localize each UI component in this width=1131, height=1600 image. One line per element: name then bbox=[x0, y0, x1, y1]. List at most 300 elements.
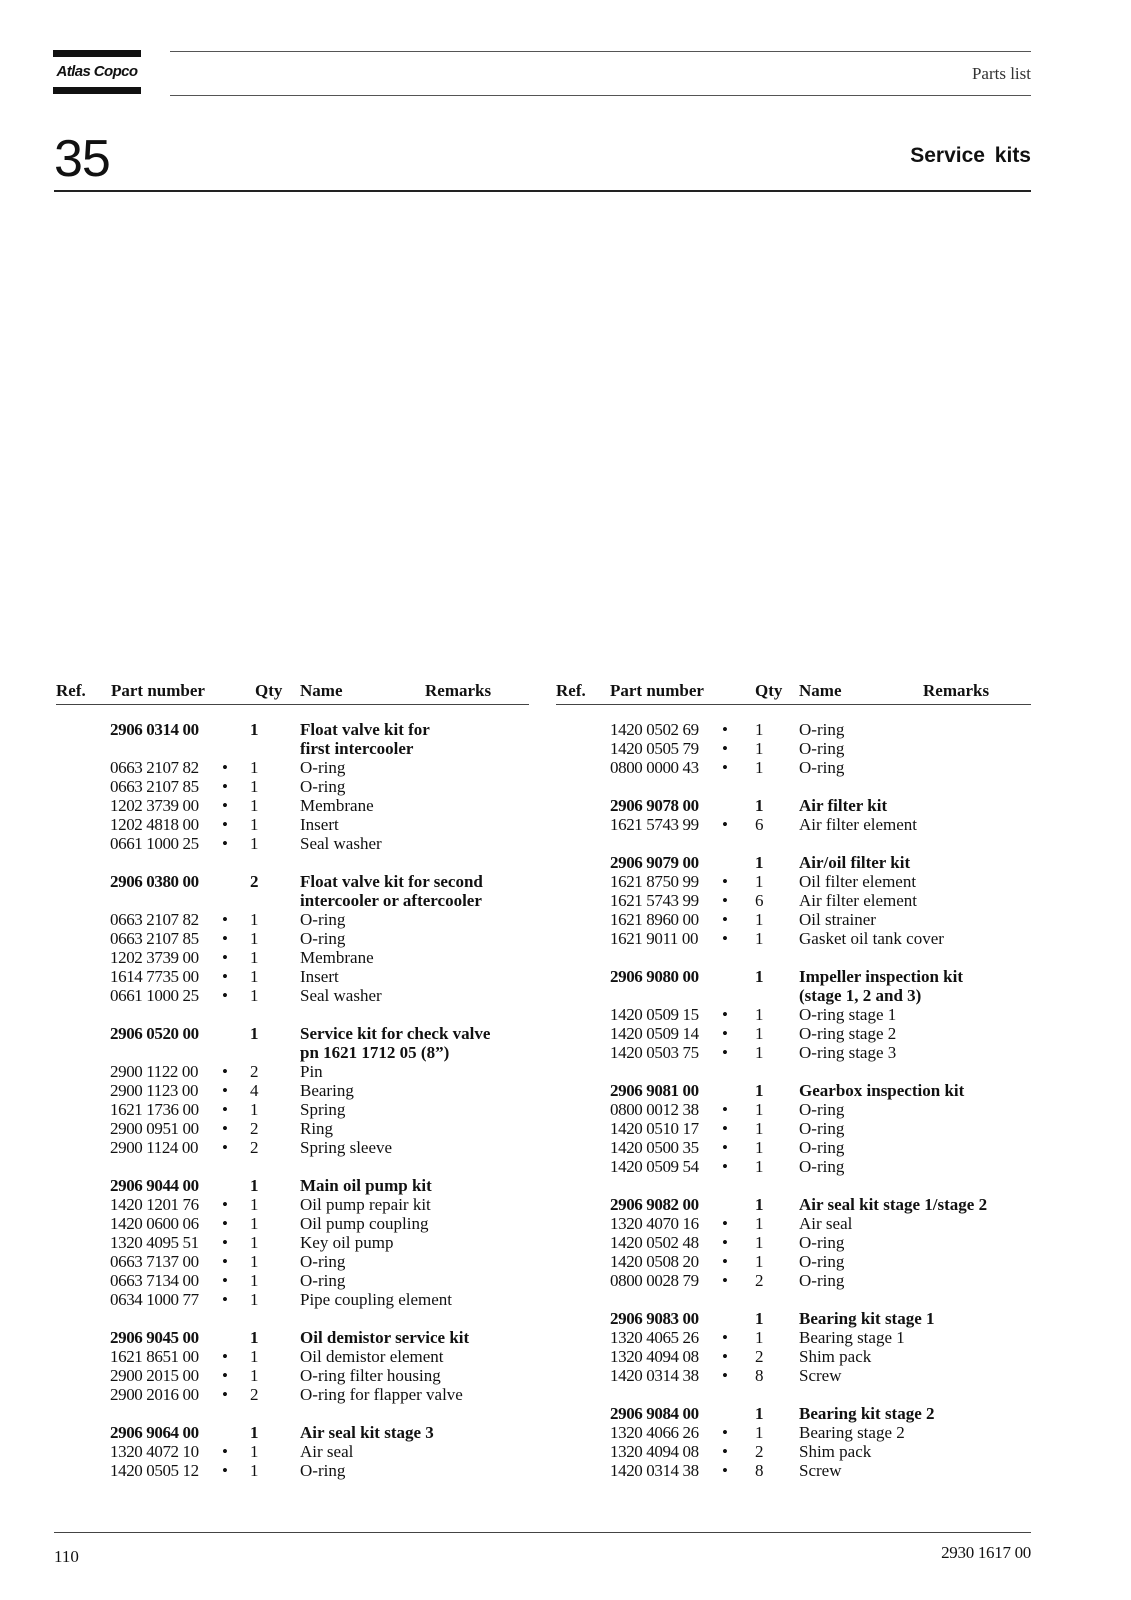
bullet: • bbox=[722, 891, 728, 910]
part-number: 1420 0502 48 bbox=[610, 1233, 699, 1252]
part-number: 1420 0505 79 bbox=[610, 739, 699, 758]
part-number: 2906 9084 00 bbox=[610, 1404, 699, 1423]
part-row bbox=[556, 872, 1031, 891]
atlas-copco-logo bbox=[53, 50, 141, 94]
rows-right bbox=[556, 720, 1031, 1480]
item-name: Air seal bbox=[300, 1442, 354, 1461]
qty: 1 bbox=[250, 834, 259, 853]
row-spacer bbox=[556, 834, 1031, 853]
part-row bbox=[556, 1043, 1031, 1062]
bullet: • bbox=[722, 1252, 728, 1271]
bullet: • bbox=[222, 948, 228, 967]
part-number: 1202 3739 00 bbox=[110, 796, 199, 815]
bullet: • bbox=[222, 758, 228, 777]
item-name: Air seal bbox=[799, 1214, 853, 1233]
bullet: • bbox=[222, 796, 228, 815]
part-row bbox=[556, 1328, 1031, 1347]
qty: 1 bbox=[250, 1271, 259, 1290]
part-number: 0800 0028 79 bbox=[610, 1271, 699, 1290]
qty: 1 bbox=[250, 777, 259, 796]
bullet: • bbox=[722, 739, 728, 758]
bullet: • bbox=[722, 815, 728, 834]
part-row bbox=[556, 910, 1031, 929]
bullet: • bbox=[722, 910, 728, 929]
part-row bbox=[56, 929, 530, 948]
item-name: Oil pump coupling bbox=[300, 1214, 429, 1233]
part-row bbox=[556, 720, 1031, 739]
bullet: • bbox=[222, 777, 228, 796]
qty: 1 bbox=[755, 929, 764, 948]
part-row bbox=[556, 1366, 1031, 1385]
qty: 1 bbox=[755, 720, 764, 739]
bullet: • bbox=[722, 1043, 728, 1062]
part-row bbox=[556, 1271, 1031, 1290]
item-name: Membrane bbox=[300, 796, 374, 815]
row-spacer bbox=[556, 777, 1031, 796]
part-row bbox=[556, 929, 1031, 948]
part-row bbox=[56, 1385, 530, 1404]
part-number: 1320 4066 26 bbox=[610, 1423, 699, 1442]
header-name: Name bbox=[799, 681, 842, 700]
bullet: • bbox=[722, 1366, 728, 1385]
part-row bbox=[56, 1100, 530, 1119]
kit-row bbox=[556, 967, 1031, 986]
part-number: 1420 0503 75 bbox=[610, 1043, 699, 1062]
bullet: • bbox=[722, 1423, 728, 1442]
bullet: • bbox=[722, 1442, 728, 1461]
row-spacer bbox=[556, 1176, 1031, 1195]
part-number: 2900 2015 00 bbox=[110, 1366, 199, 1385]
item-name: O-ring stage 2 bbox=[799, 1024, 897, 1043]
qty: 1 bbox=[755, 1024, 764, 1043]
part-number: 1420 0508 20 bbox=[610, 1252, 699, 1271]
part-row bbox=[56, 1461, 530, 1480]
bullet: • bbox=[222, 967, 228, 986]
header-qty: Qty bbox=[255, 681, 283, 700]
bullet: • bbox=[222, 1366, 228, 1385]
part-number: 1420 0505 12 bbox=[110, 1461, 199, 1480]
item-name: Air/oil filter kit bbox=[799, 853, 911, 872]
item-name: Bearing bbox=[300, 1081, 354, 1100]
part-number: 2906 9078 00 bbox=[610, 796, 699, 815]
header-rule-bottom bbox=[170, 95, 1031, 96]
part-number: 2900 1124 00 bbox=[110, 1138, 199, 1157]
kit-row bbox=[56, 872, 530, 891]
qty: 1 bbox=[755, 1119, 764, 1138]
qty: 1 bbox=[755, 758, 764, 777]
qty: 1 bbox=[755, 796, 764, 815]
bullet: • bbox=[222, 1347, 228, 1366]
kit-row bbox=[556, 1404, 1031, 1423]
qty: 1 bbox=[250, 1442, 259, 1461]
item-name: O-ring for flapper valve bbox=[300, 1385, 463, 1404]
item-name: O-ring bbox=[799, 720, 845, 739]
qty: 1 bbox=[250, 720, 259, 739]
kit-row bbox=[556, 1309, 1031, 1328]
qty: 1 bbox=[250, 986, 259, 1005]
kit-row bbox=[556, 853, 1031, 872]
part-number: 1621 8651 00 bbox=[110, 1347, 199, 1366]
part-number: 1420 0314 38 bbox=[610, 1366, 699, 1385]
bullet: • bbox=[722, 1024, 728, 1043]
part-number: 1202 4818 00 bbox=[110, 815, 199, 834]
item-name: Oil demistor element bbox=[300, 1347, 444, 1366]
kit-row bbox=[56, 720, 530, 739]
qty: 1 bbox=[755, 1043, 764, 1062]
item-name: O-ring filter housing bbox=[300, 1366, 441, 1385]
part-row bbox=[56, 815, 530, 834]
part-row bbox=[56, 1442, 530, 1461]
item-name: Screw bbox=[799, 1461, 842, 1480]
part-number: 1621 8960 00 bbox=[610, 910, 699, 929]
part-number: 1420 0510 17 bbox=[610, 1119, 699, 1138]
item-name: O-ring bbox=[799, 739, 845, 758]
part-row bbox=[556, 1423, 1031, 1442]
row-spacer bbox=[56, 1404, 530, 1423]
qty: 1 bbox=[250, 1195, 259, 1214]
kit-row bbox=[556, 1195, 1031, 1214]
bullet: • bbox=[722, 1271, 728, 1290]
item-name: Air filter element bbox=[799, 815, 918, 834]
part-number: 0661 1000 25 bbox=[110, 834, 199, 853]
qty: 1 bbox=[755, 1328, 764, 1347]
item-name: O-ring bbox=[300, 1271, 346, 1290]
title-rule bbox=[54, 190, 1031, 192]
document-number: 2930 1617 00 bbox=[941, 1543, 1031, 1562]
bullet: • bbox=[722, 872, 728, 891]
item-name: O-ring stage 1 bbox=[799, 1005, 897, 1024]
part-number: 1420 0500 35 bbox=[610, 1138, 699, 1157]
part-row bbox=[556, 891, 1031, 910]
qty: 8 bbox=[755, 1366, 764, 1385]
part-number: 1621 5743 99 bbox=[610, 815, 699, 834]
part-row bbox=[556, 1100, 1031, 1119]
part-number: 2906 0520 00 bbox=[110, 1024, 199, 1043]
bullet: • bbox=[222, 929, 228, 948]
qty: 1 bbox=[250, 910, 259, 929]
bullet: • bbox=[722, 1005, 728, 1024]
qty: 1 bbox=[250, 1423, 259, 1442]
bullet: • bbox=[222, 1100, 228, 1119]
row-spacer bbox=[556, 1385, 1031, 1404]
qty: 1 bbox=[250, 1024, 259, 1043]
part-number: 0800 0012 38 bbox=[610, 1100, 699, 1119]
item-name: O-ring bbox=[799, 758, 845, 777]
item-name: Spring bbox=[300, 1100, 346, 1119]
item-name: O-ring bbox=[300, 777, 346, 796]
part-number: 1420 0509 54 bbox=[610, 1157, 699, 1176]
part-number: 1621 1736 00 bbox=[110, 1100, 199, 1119]
part-number: 2906 9044 00 bbox=[110, 1176, 199, 1195]
qty: 1 bbox=[755, 1138, 764, 1157]
item-name: O-ring bbox=[799, 1233, 845, 1252]
kit-row bbox=[56, 1423, 530, 1442]
item-name: O-ring bbox=[799, 1119, 845, 1138]
qty: 1 bbox=[755, 1252, 764, 1271]
bullet: • bbox=[222, 1461, 228, 1480]
item-name: Shim pack bbox=[799, 1442, 872, 1461]
part-number: 2906 0314 00 bbox=[110, 720, 199, 739]
row-spacer bbox=[56, 1157, 530, 1176]
part-number: 1420 1201 76 bbox=[110, 1195, 199, 1214]
part-row bbox=[556, 1005, 1031, 1024]
part-number: 2900 1122 00 bbox=[110, 1062, 199, 1081]
part-number: 2906 9064 00 bbox=[110, 1423, 199, 1442]
qty: 1 bbox=[250, 796, 259, 815]
part-row bbox=[56, 1252, 530, 1271]
qty: 1 bbox=[755, 739, 764, 758]
qty: 1 bbox=[250, 967, 259, 986]
bullet: • bbox=[222, 1252, 228, 1271]
row-spacer bbox=[56, 1005, 530, 1024]
item-name: Bearing kit stage 1 bbox=[799, 1309, 935, 1328]
item-name: Screw bbox=[799, 1366, 842, 1385]
bullet: • bbox=[222, 1195, 228, 1214]
qty: 1 bbox=[755, 1081, 764, 1100]
part-number: 0634 1000 77 bbox=[110, 1290, 199, 1309]
kit-row bbox=[556, 796, 1031, 815]
page-number: 110 bbox=[54, 1547, 79, 1566]
item-name: Shim pack bbox=[799, 1347, 872, 1366]
bullet: • bbox=[222, 1062, 228, 1081]
bullet: • bbox=[222, 1081, 228, 1100]
row-spacer bbox=[556, 1290, 1031, 1309]
qty: 1 bbox=[250, 929, 259, 948]
bullet: • bbox=[222, 1442, 228, 1461]
qty: 1 bbox=[250, 1290, 259, 1309]
kit-row bbox=[56, 1328, 530, 1347]
row-spacer bbox=[556, 948, 1031, 967]
part-row bbox=[556, 1442, 1031, 1461]
qty: 2 bbox=[250, 1119, 259, 1138]
item-name: Pipe coupling element bbox=[300, 1290, 453, 1309]
item-name: Oil strainer bbox=[799, 910, 876, 929]
bullet: • bbox=[222, 834, 228, 853]
item-name: O-ring bbox=[300, 758, 346, 777]
row-spacer bbox=[556, 1062, 1031, 1081]
bullet: • bbox=[722, 1233, 728, 1252]
qty: 1 bbox=[755, 1195, 764, 1214]
header-name: Name bbox=[300, 681, 343, 700]
chapter-number: 35 bbox=[54, 130, 110, 188]
part-number: 1320 4065 26 bbox=[610, 1328, 699, 1347]
item-name: Impeller inspection kit bbox=[799, 967, 964, 986]
part-row bbox=[56, 1233, 530, 1252]
logo-bar-top bbox=[53, 50, 141, 57]
item-name: Bearing stage 2 bbox=[799, 1423, 905, 1442]
row-spacer bbox=[56, 1309, 530, 1328]
part-row bbox=[56, 1290, 530, 1309]
qty: 1 bbox=[755, 1404, 764, 1423]
item-name: Spring sleeve bbox=[300, 1138, 393, 1157]
qty: 1 bbox=[250, 815, 259, 834]
bullet: • bbox=[722, 1347, 728, 1366]
bullet: • bbox=[722, 720, 728, 739]
bullet: • bbox=[722, 1214, 728, 1233]
part-row bbox=[556, 1233, 1031, 1252]
kit-row bbox=[56, 891, 530, 910]
part-number: 0663 7137 00 bbox=[110, 1252, 199, 1271]
header-remarks: Remarks bbox=[425, 681, 492, 700]
item-name: O-ring bbox=[799, 1138, 845, 1157]
part-row bbox=[56, 1081, 530, 1100]
logo-text: Atlas Copco bbox=[56, 63, 138, 80]
qty: 1 bbox=[250, 1328, 259, 1347]
bullet: • bbox=[222, 1138, 228, 1157]
item-name: Insert bbox=[300, 815, 339, 834]
item-name: Service kit for check valve bbox=[300, 1024, 491, 1043]
item-name: O-ring bbox=[300, 910, 346, 929]
part-row bbox=[56, 777, 530, 796]
part-row bbox=[556, 739, 1031, 758]
qty: 2 bbox=[755, 1442, 764, 1461]
part-number: 0663 7134 00 bbox=[110, 1271, 199, 1290]
bullet: • bbox=[722, 1328, 728, 1347]
item-name: (stage 1, 2 and 3) bbox=[799, 986, 922, 1005]
item-name: Bearing kit stage 2 bbox=[799, 1404, 935, 1423]
part-row bbox=[56, 1214, 530, 1233]
qty: 1 bbox=[755, 1214, 764, 1233]
part-row bbox=[56, 1347, 530, 1366]
item-name: pn 1621 1712 05 (8”) bbox=[300, 1043, 450, 1062]
part-number: 2906 9045 00 bbox=[110, 1328, 199, 1347]
part-number: 2900 2016 00 bbox=[110, 1385, 199, 1404]
item-name: O-ring bbox=[799, 1252, 845, 1271]
qty: 6 bbox=[755, 891, 764, 910]
qty: 1 bbox=[755, 853, 764, 872]
part-number: 2906 0380 00 bbox=[110, 872, 199, 891]
item-name: Bearing stage 1 bbox=[799, 1328, 905, 1347]
part-number: 2906 9080 00 bbox=[610, 967, 699, 986]
part-row bbox=[56, 796, 530, 815]
part-number: 1202 3739 00 bbox=[110, 948, 199, 967]
item-name: O-ring bbox=[799, 1100, 845, 1119]
item-name: Air seal kit stage 1/stage 2 bbox=[799, 1195, 988, 1214]
kit-row bbox=[556, 1081, 1031, 1100]
bullet: • bbox=[222, 1271, 228, 1290]
bullet: • bbox=[222, 815, 228, 834]
bullet: • bbox=[722, 1461, 728, 1480]
header-remarks: Remarks bbox=[923, 681, 990, 700]
part-number: 0663 2107 82 bbox=[110, 910, 199, 929]
item-name: O-ring bbox=[300, 1252, 346, 1271]
part-number: 1320 4072 10 bbox=[110, 1442, 199, 1461]
bullet: • bbox=[222, 1214, 228, 1233]
qty: 1 bbox=[250, 1176, 259, 1195]
qty: 1 bbox=[250, 1233, 259, 1252]
qty: 8 bbox=[755, 1461, 764, 1480]
part-row bbox=[56, 1062, 530, 1081]
part-number: 2900 1123 00 bbox=[110, 1081, 199, 1100]
qty: 1 bbox=[755, 1309, 764, 1328]
part-row bbox=[556, 1119, 1031, 1138]
part-row bbox=[556, 758, 1031, 777]
qty: 1 bbox=[250, 1347, 259, 1366]
part-row bbox=[56, 948, 530, 967]
part-number: 1420 0509 14 bbox=[610, 1024, 699, 1043]
item-name: Gasket oil tank cover bbox=[799, 929, 944, 948]
part-number: 1320 4094 08 bbox=[610, 1347, 699, 1366]
part-number: 1320 4070 16 bbox=[610, 1214, 699, 1233]
kit-row bbox=[56, 1024, 530, 1043]
footer-rule bbox=[54, 1532, 1031, 1533]
part-row bbox=[56, 1271, 530, 1290]
qty: 2 bbox=[755, 1347, 764, 1366]
page-title: Service kits bbox=[910, 144, 1031, 167]
qty: 2 bbox=[250, 1385, 259, 1404]
part-row bbox=[56, 834, 530, 853]
part-number: 1621 5743 99 bbox=[610, 891, 699, 910]
item-name: O-ring bbox=[799, 1157, 845, 1176]
part-number: 1621 8750 99 bbox=[610, 872, 699, 891]
item-name: Float valve kit for second bbox=[300, 872, 483, 891]
kit-row bbox=[56, 739, 530, 758]
logo-bar-bottom bbox=[53, 87, 141, 94]
bullet: • bbox=[722, 1157, 728, 1176]
item-name: Ring bbox=[300, 1119, 334, 1138]
bullet: • bbox=[222, 1119, 228, 1138]
part-row bbox=[56, 1119, 530, 1138]
rows-left bbox=[56, 720, 530, 1480]
item-name: Air seal kit stage 3 bbox=[300, 1423, 434, 1442]
item-name: Air filter kit bbox=[799, 796, 888, 815]
item-name: O-ring bbox=[300, 1461, 346, 1480]
part-number: 0661 1000 25 bbox=[110, 986, 199, 1005]
qty: 1 bbox=[250, 758, 259, 777]
bullet: • bbox=[722, 929, 728, 948]
bullet: • bbox=[722, 1100, 728, 1119]
qty: 2 bbox=[250, 1138, 259, 1157]
part-row bbox=[56, 1138, 530, 1157]
bullet: • bbox=[222, 1385, 228, 1404]
qty: 1 bbox=[250, 1366, 259, 1385]
qty: 1 bbox=[250, 1252, 259, 1271]
part-number: 1420 0600 06 bbox=[110, 1214, 199, 1233]
part-number: 2900 0951 00 bbox=[110, 1119, 199, 1138]
part-number: 1614 7735 00 bbox=[110, 967, 199, 986]
part-row bbox=[556, 1461, 1031, 1480]
item-name: Pin bbox=[300, 1062, 323, 1081]
part-row bbox=[556, 1024, 1031, 1043]
part-number: 2906 9079 00 bbox=[610, 853, 699, 872]
qty: 2 bbox=[250, 872, 259, 891]
qty: 2 bbox=[755, 1271, 764, 1290]
part-row bbox=[556, 815, 1031, 834]
qty: 1 bbox=[250, 948, 259, 967]
part-number: 0663 2107 85 bbox=[110, 777, 199, 796]
bullet: • bbox=[722, 758, 728, 777]
item-name: intercooler or aftercooler bbox=[300, 891, 482, 910]
qty: 1 bbox=[250, 1100, 259, 1119]
kit-row bbox=[56, 1176, 530, 1195]
qty: 1 bbox=[250, 1214, 259, 1233]
item-name: Oil filter element bbox=[799, 872, 917, 891]
kit-row bbox=[556, 986, 1031, 1005]
qty: 1 bbox=[755, 1157, 764, 1176]
part-number: 0663 2107 82 bbox=[110, 758, 199, 777]
part-number: 0663 2107 85 bbox=[110, 929, 199, 948]
kit-row bbox=[56, 1043, 530, 1062]
item-name: O-ring bbox=[300, 929, 346, 948]
qty: 1 bbox=[755, 1423, 764, 1442]
item-name: Membrane bbox=[300, 948, 374, 967]
part-row bbox=[56, 986, 530, 1005]
part-number: 1320 4094 08 bbox=[610, 1442, 699, 1461]
header-ref: Ref. bbox=[56, 681, 86, 700]
header-label: Parts list bbox=[971, 64, 1031, 83]
row-spacer bbox=[56, 853, 530, 872]
bullet: • bbox=[222, 910, 228, 929]
